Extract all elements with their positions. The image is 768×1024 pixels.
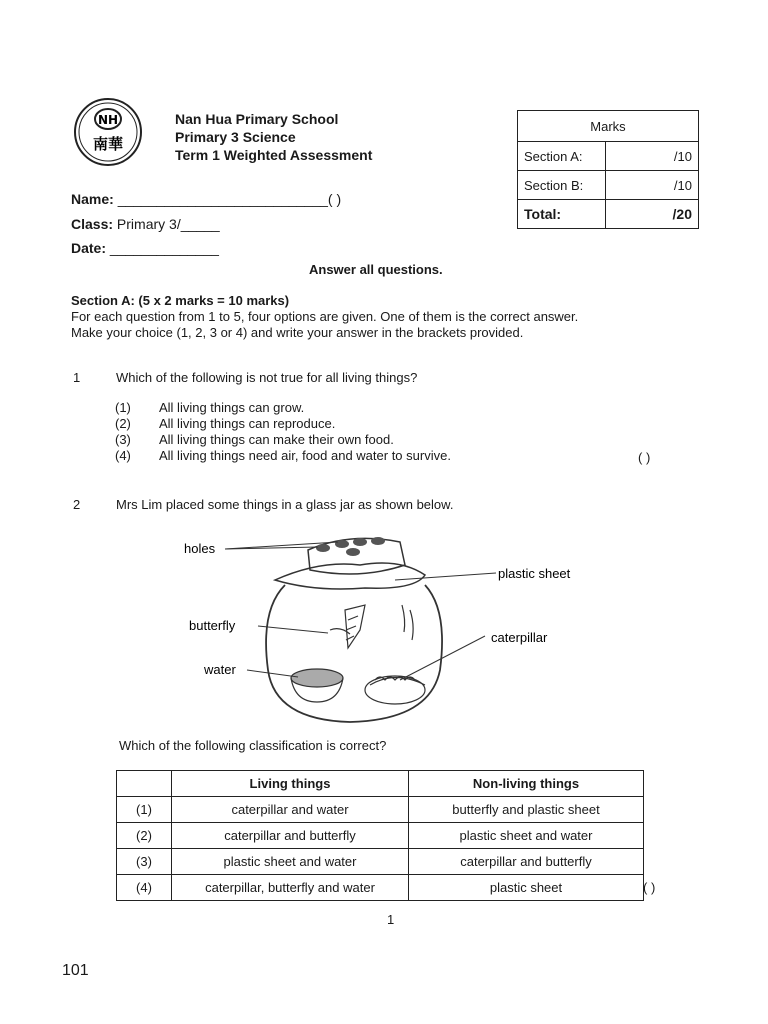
option-num: (1) [115, 400, 131, 415]
table-cell: (4) [117, 875, 172, 901]
q1-option [115, 432, 451, 448]
option-text: All living things can reproduce. [159, 416, 336, 431]
jar-diagram [180, 530, 600, 730]
q2-question: Which of the following classification is correct? [119, 738, 387, 753]
class-label: Class: [71, 216, 114, 232]
q1-option [115, 448, 451, 464]
table-header [117, 771, 172, 797]
school-name: Nan Hua Primary School [175, 111, 339, 127]
date-field[interactable] [71, 240, 219, 256]
q1-options [115, 400, 451, 464]
option-num: (2) [115, 416, 131, 431]
instruction: Answer all questions. [309, 262, 443, 277]
subject-title: Primary 3 Science [175, 129, 296, 145]
assessment-title: Term 1 Weighted Assessment [175, 147, 373, 163]
total-score[interactable]: /20 [606, 200, 699, 229]
marks-table [517, 110, 699, 229]
table-cell: caterpillar and butterfly [172, 823, 409, 849]
q1-answer-bracket[interactable]: ( ) [638, 450, 651, 465]
table-cell: (2) [117, 823, 172, 849]
table-cell: butterfly and plastic sheet [409, 797, 644, 823]
logo-initials: NH [97, 113, 119, 127]
butterfly-shape [330, 605, 365, 648]
logo-chinese: 南華 [92, 135, 124, 153]
table-cell: (1) [117, 797, 172, 823]
q2-text: Mrs Lim placed some things in a glass jar as shown below. [116, 497, 454, 512]
table-cell: caterpillar and butterfly [409, 849, 644, 875]
corner-number: 101 [62, 962, 89, 979]
option-num: (3) [115, 432, 131, 447]
table-header: Non-living things [409, 771, 644, 797]
q2-number: 2 [73, 497, 81, 512]
q2-answer-bracket[interactable]: ( ) [643, 880, 656, 895]
table-cell: caterpillar and water [172, 797, 409, 823]
date-label: Date: [71, 240, 107, 256]
q1-number: 1 [73, 370, 81, 385]
table-row [117, 823, 644, 849]
label-lines [225, 542, 496, 680]
option-num: (4) [115, 448, 131, 463]
section-a-score[interactable]: /10 [606, 142, 699, 171]
table-cell: plastic sheet and water [172, 849, 409, 875]
total-label: Total: [518, 200, 606, 229]
table-header: Living things [172, 771, 409, 797]
option-text: All living things need air, food and water to survive. [159, 448, 451, 463]
classification-table [116, 770, 644, 901]
option-text: All living things can grow. [159, 400, 305, 415]
q1-text: Which of the following is not true for all living things? [116, 370, 418, 385]
jar-body [266, 585, 442, 722]
page-number: 1 [387, 912, 395, 927]
school-logo [73, 97, 143, 167]
table-header-row [117, 771, 644, 797]
q1-option [115, 400, 451, 416]
q1-option [115, 416, 451, 432]
section-a-intro [71, 293, 578, 341]
label-holes: holes [184, 541, 216, 556]
table-cell: plastic sheet [409, 875, 644, 901]
plastic-sheet-shape [275, 563, 425, 589]
section-a-line1: For each question from 1 to 5, four options are given. One of them is the correct answer. [71, 309, 579, 324]
table-row [117, 797, 644, 823]
table-row [117, 875, 644, 901]
name-label: Name: [71, 191, 114, 207]
section-b-label: Section B: [518, 171, 606, 200]
table-cell: caterpillar, butterfly and water [172, 875, 409, 901]
caterpillar-shape [365, 676, 425, 704]
marks-title: Marks [518, 111, 699, 142]
label-caterpillar: caterpillar [491, 630, 548, 645]
water-bowl-shape [291, 669, 343, 702]
label-butterfly: butterfly [189, 618, 236, 633]
school-header [175, 110, 372, 164]
section-a-line2: Make your choice (1, 2, 3 or 4) and write your answer in the brackets provided. [71, 325, 524, 340]
label-plastic-sheet: plastic sheet [498, 566, 571, 581]
name-field[interactable] [71, 191, 341, 207]
table-cell: plastic sheet and water [409, 823, 644, 849]
class-field[interactable] [71, 216, 220, 232]
section-a-label: Section A: [518, 142, 606, 171]
date-line: ______________ [109, 240, 219, 256]
section-b-score[interactable]: /10 [606, 171, 699, 200]
section-a-heading: Section A: (5 x 2 marks = 10 marks) [71, 293, 290, 308]
table-cell: (3) [117, 849, 172, 875]
name-line: ___________________________( ) [117, 191, 342, 207]
table-row [117, 849, 644, 875]
option-text: All living things can make their own food. [159, 432, 394, 447]
class-value: Primary 3/_____ [116, 216, 220, 232]
label-water: water [204, 662, 236, 677]
